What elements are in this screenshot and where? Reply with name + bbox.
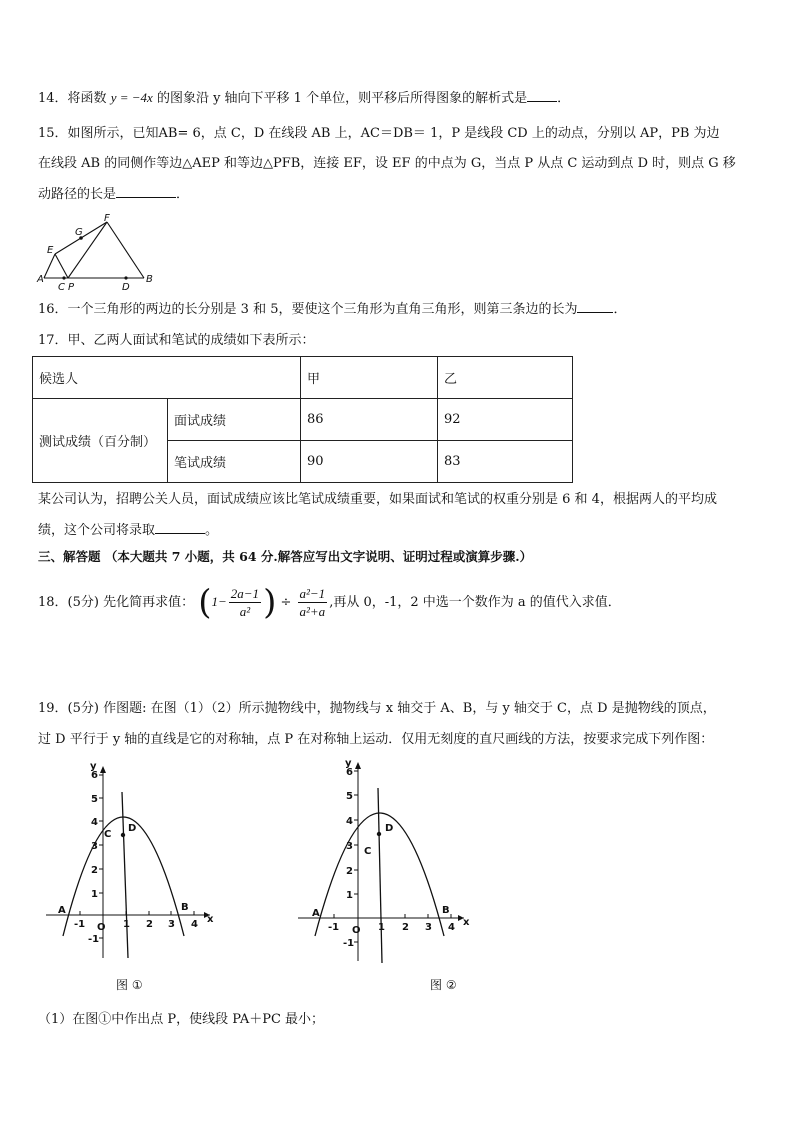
- origin-label: O: [97, 922, 106, 933]
- q17-after-2-text: 绩，这个公司将录取: [38, 523, 156, 538]
- table-cell: 86: [301, 399, 438, 441]
- point-label-D: D: [128, 823, 137, 834]
- q15-label-E: E: [47, 245, 54, 256]
- q17-intro: 17．甲、乙两人面试和笔试的成绩如下表所示：: [38, 333, 315, 348]
- table-category: 测试成绩（百分制）: [33, 399, 168, 483]
- origin-label: O: [352, 925, 361, 936]
- point-label-C: C: [104, 829, 112, 840]
- left-paren: (: [198, 582, 212, 623]
- q18-divide: ÷: [280, 595, 292, 610]
- y-tick: 4: [91, 817, 98, 828]
- table-cell: 83: [438, 441, 573, 483]
- q15-label-B: B: [146, 274, 153, 285]
- y-tick: -1: [343, 938, 355, 949]
- y-tick: 4: [346, 816, 353, 827]
- q15-label-D: D: [122, 282, 130, 292]
- q16-text: 16．一个三角形的两边的长分别是 3 和 5，要使这个三角形为直角三角形，则第三条边的长为: [38, 302, 578, 317]
- question-16: [38, 300, 627, 320]
- q16-answer-blank[interactable]: [577, 300, 613, 313]
- x-tick: 3: [425, 922, 432, 933]
- q15-label-P: P: [68, 282, 75, 292]
- q19-line-2: 过 D 平行于 y 轴的直线是它的对称轴，点 P 在对称轴上运动．仅用无刻度的直尺画线的方法，按要求完成下列作图：: [38, 732, 714, 747]
- section-3-heading: [38, 547, 532, 567]
- section-3-title: 三、解答题: [38, 549, 101, 564]
- q18-fraction-2: [298, 585, 328, 620]
- figure-2-caption: 图 ②: [430, 978, 457, 992]
- x-tick: 1: [378, 922, 385, 933]
- y-tick: 5: [91, 794, 98, 805]
- x-tick: -1: [74, 919, 86, 930]
- q15-label-A: A: [37, 274, 44, 285]
- point-label-B: B: [442, 905, 450, 916]
- x-tick: -1: [328, 922, 340, 933]
- y-tick: -1: [88, 934, 100, 945]
- table-header-candidate: 候选人: [33, 357, 301, 399]
- q17-after-2: [38, 521, 218, 541]
- table-row-label: 笔试成绩: [168, 441, 301, 483]
- q18-f2-numerator: a²−1: [299, 586, 326, 601]
- y-tick: 5: [346, 791, 353, 802]
- point-label-B: B: [181, 902, 189, 913]
- x-tick: 4: [191, 919, 198, 930]
- x-axis-label: x: [207, 914, 214, 925]
- table-header-jia: 甲: [301, 357, 438, 399]
- parabola-figure-1: [40, 758, 220, 973]
- x-tick: 1: [123, 919, 130, 930]
- q19-line-1: 19．(5分) 作图题: 在图（1）（2）所示抛物线中，抛物线与 x 轴交于 A、B，与 y 轴交于 C，点 D 是抛物线的顶点，: [38, 701, 716, 716]
- q14-answer-blank[interactable]: [527, 89, 557, 102]
- x-axis-label: x: [463, 917, 470, 928]
- q17-after-1: 某公司认为，招聘公关人员，面试成绩应该比笔试成绩重要，如果面试和笔试的权重分别是 6 和 4，根据两人的平均成: [38, 492, 717, 507]
- table-cell: 92: [438, 399, 573, 441]
- point-label-C: C: [364, 846, 372, 857]
- q14-formula: y = −4x: [110, 90, 153, 105]
- y-axis-label: y: [90, 761, 97, 772]
- q18-prefix: 18．(5分) 先化简再求值：: [38, 595, 195, 610]
- q18-f2-denominator: a²+a: [299, 604, 326, 619]
- point-label-D: D: [385, 823, 394, 834]
- q14-end: ．: [557, 91, 571, 106]
- figure-1-caption: 图 ①: [116, 978, 143, 992]
- q17-answer-blank[interactable]: [155, 521, 205, 534]
- y-tick: 3: [346, 841, 353, 852]
- q18-fraction-1: [229, 585, 261, 620]
- parabola-figure-2: [292, 758, 472, 973]
- table-header-yi: 乙: [438, 357, 573, 399]
- y-tick: 6: [346, 767, 353, 778]
- question-18: [38, 580, 621, 624]
- point-label-A: A: [312, 908, 320, 919]
- table-row-label: 面试成绩: [168, 399, 301, 441]
- q18-f1-denominator: a²: [239, 604, 251, 619]
- y-tick: 6: [91, 770, 98, 781]
- q15-figure: [34, 212, 164, 292]
- x-tick: 2: [402, 922, 409, 933]
- question-14: [38, 88, 570, 109]
- q15-end: ．: [176, 187, 190, 202]
- point-label-A: A: [58, 905, 66, 916]
- y-tick: 3: [91, 841, 98, 852]
- y-tick: 2: [346, 866, 353, 877]
- y-tick: 2: [91, 865, 98, 876]
- q15-label-C: C: [58, 282, 65, 292]
- q15-line-1: 15．如图所示，已知AB= 6，点 C，D 在线段 AB 上，AC＝DB＝ 1，P 是线段 CD 上的动点，分别以 AP，PB 为边: [38, 126, 720, 141]
- q14-post: 的图象沿 y 轴向下平移 1 个单位，则平移后所得图象的解析式是: [156, 91, 528, 106]
- q15-line-3-text: 动路径的长是: [38, 187, 117, 202]
- q18-f1-numerator: 2a−1: [230, 586, 260, 601]
- q17-end: 。: [205, 523, 219, 538]
- q15-label-F: F: [104, 213, 110, 224]
- x-tick: 4: [448, 922, 455, 933]
- q16-end: ．: [613, 302, 627, 317]
- q15-line-2: 在线段 AB 的同侧作等边△AEP 和等边△PFB，连接 EF，设 EF 的中点为 G，当点 P 从点 C 运动到点 D 时，则点 G 移: [38, 156, 736, 171]
- q14-number: 14．: [38, 91, 68, 106]
- table-cell: 90: [301, 441, 438, 483]
- q18-one-minus: 1−: [211, 594, 227, 609]
- scores-table: [32, 356, 573, 483]
- y-axis-label: y: [345, 758, 352, 769]
- q18-suffix: ,再从 0，-1，2 中选一个数作为 a 的值代入求值．: [329, 595, 621, 610]
- q15-label-G: G: [75, 227, 83, 238]
- section-3-note: （本大题共 7 小题，共 64 分.解答应写出文字说明、证明过程或演算步骤.）: [104, 549, 533, 564]
- q15-line-3: [38, 185, 189, 205]
- y-tick: 1: [91, 889, 98, 900]
- right-paren: ): [263, 582, 277, 623]
- y-tick: 1: [346, 890, 353, 901]
- x-tick: 3: [168, 919, 175, 930]
- q14-pre: 将函数: [67, 91, 107, 106]
- q19-sub-1: （1）在图①中作出点 P，使线段 PA＋PC 最小；: [38, 1012, 325, 1027]
- x-tick: 2: [146, 919, 153, 930]
- q15-answer-blank[interactable]: [116, 185, 176, 198]
